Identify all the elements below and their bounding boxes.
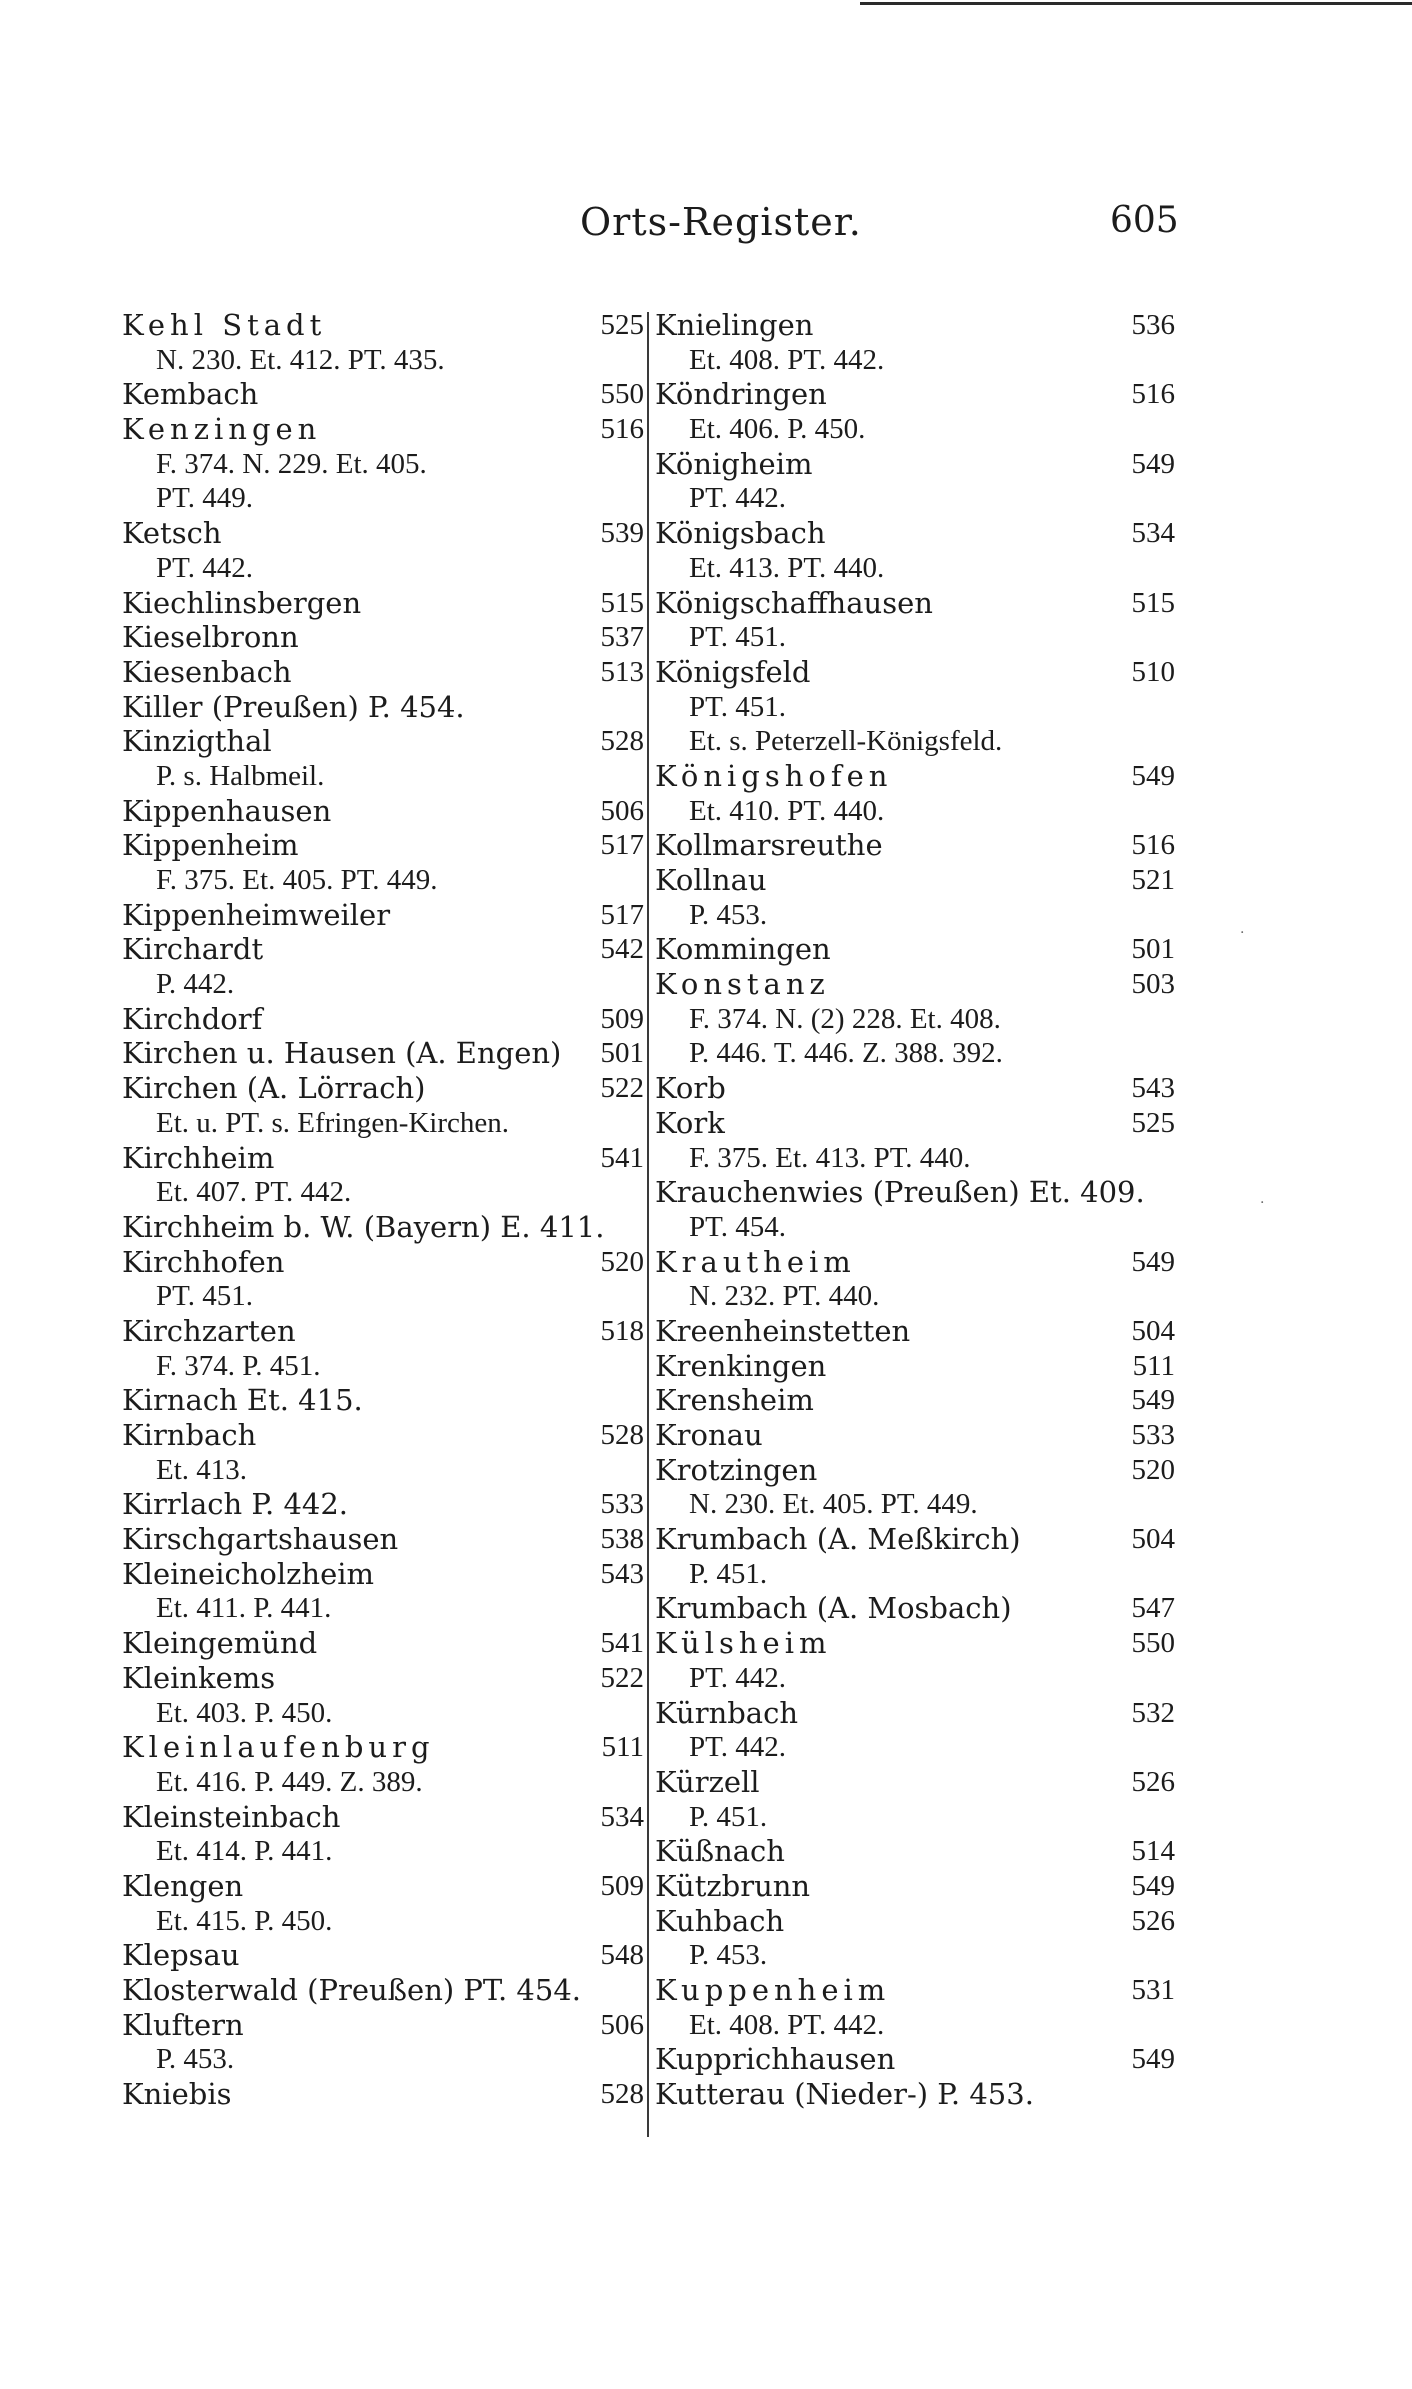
place-name: Kirchardt [122, 932, 264, 967]
index-entry-line [122, 794, 644, 829]
place-name: Kürnbach [655, 1695, 799, 1730]
index-entry-line [655, 1904, 1175, 1939]
place-name: Kirchdorf [122, 1001, 263, 1036]
index-entry-line [655, 412, 1175, 447]
entry-reference: Et. 413. PT. 440. [689, 551, 885, 584]
index-entry-line [655, 1349, 1175, 1384]
page-reference: 533 [600, 1488, 644, 1521]
index-entry-line [655, 1279, 1175, 1314]
index-entry-line [655, 551, 1175, 586]
entry-reference: F. 374. N. 229. Et. 405. [156, 447, 427, 480]
page-reference: 543 [1131, 1072, 1175, 1105]
place-name: Kluftern [122, 2007, 244, 2042]
entry-reference: PT. 454. [689, 1210, 786, 1243]
place-name: Kiechlinsbergen [122, 585, 362, 620]
place-name: Kenzingen [122, 412, 322, 447]
index-entry-line [122, 724, 644, 759]
place-name: Kirchheim [122, 1140, 275, 1175]
index-entry-line [122, 308, 644, 343]
index-entry-line [122, 620, 644, 655]
index-entry-line [655, 1696, 1175, 1731]
place-name: Ketsch [122, 516, 222, 551]
index-entry-line [122, 1175, 644, 1210]
place-name: Kützbrunn [655, 1868, 811, 1903]
page-reference: 516 [600, 413, 644, 446]
entry-reference: Et. 415. P. 450. [156, 1904, 333, 1937]
page-reference: 543 [600, 1557, 644, 1590]
index-entry-line [122, 1626, 644, 1661]
page-reference: 518 [600, 1314, 644, 1347]
place-name: Kembach [122, 377, 259, 412]
page-reference: 549 [1131, 447, 1175, 480]
index-entry-line [655, 1036, 1175, 1071]
index-entry-line [655, 1383, 1175, 1418]
place-name: Kupprichhausen [655, 2042, 896, 2077]
place-name: Klosterwald (Preußen) PT. 454. [122, 1973, 582, 2007]
page-reference: 516 [1131, 829, 1175, 862]
index-entry-line [122, 1141, 644, 1176]
page-reference: 528 [600, 725, 644, 758]
place-name: Königheim [655, 446, 813, 481]
page-reference: 509 [600, 1869, 644, 1902]
place-name: Krautheim [655, 1244, 856, 1279]
index-entry-line [122, 1522, 644, 1557]
index-entry-line [655, 516, 1175, 551]
place-name: Königsbach [655, 516, 826, 551]
index-entry-line [122, 1730, 644, 1765]
page-reference: 522 [600, 1072, 644, 1105]
index-entry-line [655, 1973, 1175, 2008]
page-reference: 514 [1131, 1835, 1175, 1868]
place-name: Külsheim [655, 1626, 832, 1661]
page-reference: 511 [1132, 1349, 1175, 1382]
index-entry-line [655, 1453, 1175, 1488]
index-entry-line [655, 1418, 1175, 1453]
index-entry-line [122, 1071, 644, 1106]
index-entry-line [122, 1453, 644, 1488]
place-name: Konstanz [655, 967, 830, 1002]
index-entry-line [122, 1834, 644, 1869]
index-entry-line [655, 759, 1175, 794]
index-entry-line [655, 932, 1175, 967]
entry-reference: Et. s. Peterzell-Königsfeld. [689, 725, 1003, 758]
index-entry-line [122, 2042, 644, 2077]
index-entry-line [655, 1661, 1175, 1696]
index-entry-line [655, 2077, 1175, 2112]
entry-reference: N. 230. Et. 412. PT. 435. [156, 343, 445, 376]
entry-reference: P. s. Halbmeil. [156, 759, 325, 792]
page-reference: 533 [1131, 1419, 1175, 1451]
index-entry-line [122, 1418, 644, 1453]
entry-reference: PT. 451. [689, 690, 786, 723]
place-name: Kinzigthal [122, 724, 272, 759]
place-name: Kippenhausen [122, 793, 332, 828]
entry-reference: P. 451. [689, 1800, 768, 1833]
page-reference: 526 [1131, 1904, 1175, 1937]
index-entry-line [655, 967, 1175, 1002]
place-name: Kreenheinstetten [655, 1313, 911, 1348]
page-reference: 532 [1131, 1696, 1175, 1729]
index-entry-line [655, 586, 1175, 621]
index-entry-line [122, 967, 644, 1002]
place-name: Klepsau [122, 1938, 240, 1973]
index-entry-line [122, 828, 644, 863]
page-title: Orts-Register. [580, 200, 862, 244]
entry-reference: P. 453. [689, 898, 768, 931]
place-name: Kieselbronn [122, 620, 299, 655]
index-entry-line [122, 1904, 644, 1939]
place-name: Kleingemünd [122, 1626, 318, 1661]
index-entry-line [122, 932, 644, 967]
index-entry-line [122, 863, 644, 898]
index-entry-line [122, 1106, 644, 1141]
place-name: Kirchen (A. Lörrach) [122, 1071, 426, 1106]
entry-reference: P. 451. [689, 1557, 768, 1590]
index-entry-line [122, 898, 644, 933]
page-reference: 520 [600, 1245, 644, 1278]
index-entry-line [655, 1765, 1175, 1800]
right-index-column [655, 308, 1175, 2112]
index-entry-line [122, 2008, 644, 2043]
index-entry-line [122, 516, 644, 551]
index-entry-line [655, 343, 1175, 378]
entry-reference: Et. 411. P. 441. [156, 1592, 332, 1625]
page-reference: 528 [600, 1419, 644, 1451]
index-entry-line [655, 1487, 1175, 1522]
index-entry-line [655, 1834, 1175, 1869]
page-reference: 541 [600, 1627, 644, 1660]
place-name: Kork [655, 1105, 725, 1140]
entry-reference: Et. 410. PT. 440. [689, 794, 885, 827]
index-entry-line [122, 377, 644, 412]
place-name: Kirchheim b. W. (Bayern) E. 411. [122, 1209, 605, 1244]
index-entry-line [655, 863, 1175, 898]
place-name: Krotzingen [655, 1452, 818, 1487]
index-entry-line [655, 481, 1175, 516]
entry-reference: P. 442. [156, 968, 235, 1001]
page-reference: 549 [1131, 1245, 1175, 1278]
index-entry-line [122, 1557, 644, 1592]
page-reference: 525 [600, 309, 644, 341]
index-entry-line [655, 655, 1175, 690]
entry-reference: PT. 442. [689, 1661, 786, 1694]
index-entry-line [122, 343, 644, 378]
place-name: Kiesenbach [122, 654, 292, 689]
place-name: Krumbach (A. Mosbach) [655, 1591, 1012, 1626]
index-entry-line [655, 1800, 1175, 1835]
page-reference: 539 [600, 517, 644, 550]
page-reference: 541 [600, 1141, 644, 1174]
entry-reference: P. 453. [156, 2043, 235, 2076]
entry-reference: PT. 451. [156, 1280, 253, 1313]
index-entry-line [122, 1349, 644, 1384]
place-name: Kutterau (Nieder-) P. 453. [655, 2077, 1034, 2112]
entry-reference: Et. 414. P. 441. [156, 1835, 333, 1868]
index-entry-line [655, 1730, 1175, 1765]
index-entry-line [655, 377, 1175, 412]
index-entry-line [655, 1314, 1175, 1349]
place-name: Kollmarsreuthe [655, 828, 883, 863]
page-reference: 503 [1131, 968, 1175, 1001]
page-reference: 506 [600, 794, 644, 827]
index-entry-line [655, 1071, 1175, 1106]
page-reference: 528 [600, 2078, 644, 2111]
index-entry-line [655, 308, 1175, 343]
page-reference: 504 [1131, 1523, 1175, 1556]
top-rule [860, 2, 1412, 5]
place-name: Kirschgartshausen [122, 1522, 399, 1557]
entry-reference: Et. 407. PT. 442. [156, 1176, 352, 1209]
index-entry-line [655, 447, 1175, 482]
entry-reference: PT. 449. [156, 482, 253, 515]
entry-reference: F. 375. Et. 413. PT. 440. [689, 1141, 971, 1174]
index-entry-line [122, 1245, 644, 1280]
page-reference: 522 [600, 1661, 644, 1694]
entry-reference: Et. 416. P. 449. Z. 389. [156, 1765, 423, 1798]
page-reference: 521 [1131, 864, 1175, 896]
margin-speck: · [1240, 925, 1245, 941]
index-entry-line [122, 1938, 644, 1973]
place-name: Klengen [122, 1868, 244, 1903]
place-name: Kirchzarten [122, 1313, 296, 1348]
place-name: Kehl Stadt [122, 308, 327, 342]
entry-reference: Et. 403. P. 450. [156, 1696, 333, 1729]
index-entry-line [122, 690, 644, 725]
place-name: Küßnach [655, 1834, 785, 1869]
page-number: 605 [1110, 200, 1179, 241]
index-entry-line [122, 586, 644, 621]
index-entry-line [122, 1800, 644, 1835]
place-name: Kürzell [655, 1764, 760, 1799]
entry-reference: N. 232. PT. 440. [689, 1280, 880, 1313]
page-reference: 550 [600, 378, 644, 411]
page-reference: 516 [1131, 378, 1175, 411]
page-reference: 513 [600, 655, 644, 688]
index-entry-line [655, 828, 1175, 863]
index-entry-line [655, 1106, 1175, 1141]
column-divider [647, 312, 649, 2137]
index-entry-line [655, 724, 1175, 759]
place-name: Kuhbach [655, 1903, 785, 1938]
page-reference: 531 [1131, 1974, 1175, 2006]
index-entry-line [655, 1245, 1175, 1280]
index-entry-line [655, 1522, 1175, 1557]
page-reference: 525 [1131, 1106, 1175, 1139]
index-entry-line [122, 1383, 644, 1418]
page-reference: 550 [1131, 1627, 1175, 1660]
place-name: Kronau [655, 1418, 763, 1452]
index-entry-line [122, 412, 644, 447]
margin-speck: · [1260, 1195, 1265, 1211]
index-entry-line [122, 1279, 644, 1314]
place-name: Krauchenwies (Preußen) Et. 409. [655, 1175, 1145, 1210]
page-reference: 534 [1131, 517, 1175, 550]
page-reference: 534 [600, 1800, 644, 1833]
place-name: Kirrlach P. 442. [122, 1487, 349, 1522]
page-reference: 504 [1131, 1314, 1175, 1347]
place-name: Krenkingen [655, 1348, 827, 1383]
index-entry-line [655, 620, 1175, 655]
index-entry-line [122, 1210, 644, 1245]
entry-reference: PT. 442. [689, 482, 786, 515]
entry-reference: Et. 408. PT. 442. [689, 2008, 885, 2041]
index-entry-line [655, 1626, 1175, 1661]
entry-reference: F. 374. P. 451. [156, 1349, 321, 1382]
index-entry-line [122, 759, 644, 794]
index-entry-line [655, 1869, 1175, 1904]
place-name: Kirnach Et. 415. [122, 1383, 363, 1418]
index-entry-line [122, 1869, 644, 1904]
entry-reference: Et. 406. P. 450. [689, 413, 866, 446]
place-name: Krensheim [655, 1383, 814, 1418]
page-reference: 549 [1131, 2043, 1175, 2076]
page-reference: 542 [600, 933, 644, 966]
entry-reference: PT. 442. [156, 551, 253, 584]
index-entry-line [655, 2008, 1175, 2043]
place-name: Königschaffhausen [655, 585, 933, 620]
place-name: Krumbach (A. Meßkirch) [655, 1522, 1021, 1557]
entry-reference: Et. 408. PT. 442. [689, 343, 885, 376]
page-reference: 549 [1131, 759, 1175, 792]
index-entry-line [122, 481, 644, 516]
index-entry-line [122, 551, 644, 586]
page-reference: 515 [1131, 586, 1175, 619]
page-reference: 510 [1131, 655, 1175, 688]
page-reference: 511 [601, 1731, 644, 1764]
page-reference: 549 [1131, 1384, 1175, 1417]
index-entry-line [655, 1002, 1175, 1037]
index-entry-line [122, 2077, 644, 2112]
entry-reference: Et. 413. [156, 1453, 248, 1486]
place-name: Königshofen [655, 758, 893, 793]
place-name: Kleinsteinbach [122, 1799, 341, 1834]
index-entry-line [655, 898, 1175, 933]
entry-reference: F. 375. Et. 405. PT. 449. [156, 864, 438, 896]
index-entry-line [122, 1591, 644, 1626]
page-reference: 537 [600, 621, 644, 654]
place-name: Kleinkems [122, 1660, 276, 1695]
index-entry-line [122, 1314, 644, 1349]
page-reference: 506 [600, 2008, 644, 2041]
place-name: Kippenheim [122, 828, 299, 863]
index-entry-line [655, 1175, 1175, 1210]
entry-reference: PT. 442. [689, 1731, 786, 1764]
index-entry-line [122, 655, 644, 690]
page-reference: 520 [1131, 1453, 1175, 1486]
place-name: Knielingen [655, 308, 814, 342]
index-entry-line [655, 1557, 1175, 1592]
entry-reference: F. 374. N. (2) 228. Et. 408. [689, 1002, 1001, 1035]
page-reference: 501 [1131, 933, 1175, 966]
index-entry-line [122, 1487, 644, 1522]
index-entry-line [655, 1141, 1175, 1176]
entry-reference: P. 453. [689, 1939, 768, 1972]
index-entry-line [122, 1036, 644, 1071]
place-name: Köndringen [655, 377, 827, 412]
place-name: Kuppenheim [655, 1973, 891, 2007]
entry-reference: Et. u. PT. s. Efringen-Kirchen. [156, 1106, 510, 1139]
place-name: Kleineicholzheim [122, 1556, 375, 1591]
index-entry-line [122, 1765, 644, 1800]
place-name: Kniebis [122, 2077, 232, 2112]
entry-reference: PT. 451. [689, 621, 786, 654]
page-reference: 526 [1131, 1765, 1175, 1798]
page-reference: 549 [1131, 1869, 1175, 1902]
page-reference: 536 [1131, 309, 1175, 341]
place-name: Kirchen u. Hausen (A. Engen) [122, 1036, 562, 1071]
index-entry-line [655, 1210, 1175, 1245]
place-name: Kollnau [655, 863, 767, 897]
place-name: Königsfeld [655, 654, 811, 689]
index-entry-line [655, 2042, 1175, 2077]
place-name: Korb [655, 1071, 726, 1106]
page-reference: 517 [600, 898, 644, 931]
index-entry-line [655, 1591, 1175, 1626]
entry-reference: P. 446. T. 446. Z. 388. 392. [689, 1037, 1003, 1070]
place-name: Kippenheimweiler [122, 897, 391, 932]
page-reference: 547 [1131, 1592, 1175, 1625]
page-reference: 509 [600, 1002, 644, 1035]
index-entry-line [122, 447, 644, 482]
place-name: Kirnbach [122, 1418, 257, 1452]
page-reference: 515 [600, 586, 644, 619]
place-name: Kleinlaufenburg [122, 1730, 435, 1765]
page-reference: 517 [600, 829, 644, 862]
index-entry-line [122, 1696, 644, 1731]
index-entry-line [122, 1973, 644, 2008]
page-reference: 538 [600, 1523, 644, 1556]
index-entry-line [122, 1661, 644, 1696]
index-entry-line [655, 794, 1175, 829]
index-entry-line [655, 690, 1175, 725]
index-entry-line [655, 1938, 1175, 1973]
left-index-column [122, 308, 644, 2112]
place-name: Kommingen [655, 932, 831, 967]
page-reference: 501 [600, 1037, 644, 1070]
place-name: Kirchhofen [122, 1244, 285, 1279]
place-name: Killer (Preußen) P. 454. [122, 689, 465, 724]
index-entry-line [122, 1002, 644, 1037]
page-reference: 548 [600, 1939, 644, 1972]
entry-reference: N. 230. Et. 405. PT. 449. [689, 1488, 978, 1521]
